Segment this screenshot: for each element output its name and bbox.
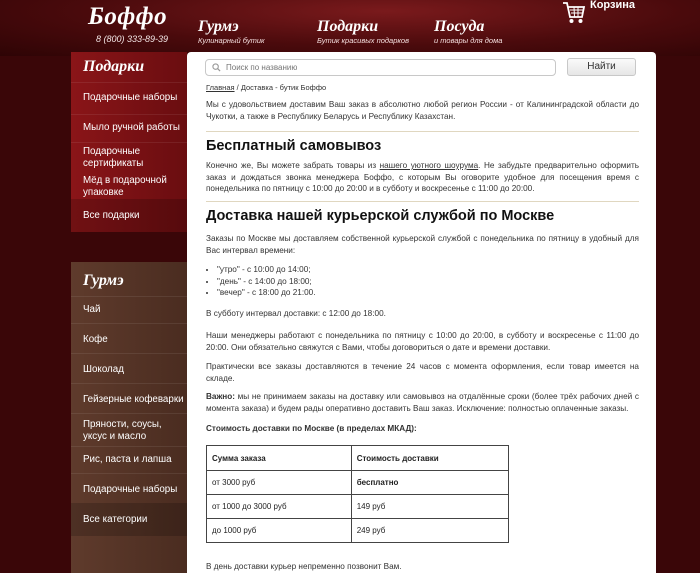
table-row (207, 471, 509, 495)
table-cell: до 1000 руб (207, 519, 352, 543)
table-row (207, 519, 509, 543)
divider (71, 114, 187, 115)
important-text (206, 391, 639, 414)
breadcrumb-home[interactable]: Главная (206, 83, 235, 92)
nav-gifts[interactable] (317, 19, 409, 45)
nav-gourmet-title[interactable]: Гурмэ (198, 18, 239, 35)
table-header: Стоимость доставки (351, 446, 508, 471)
sidebar-item-rice[interactable]: Рис, паста и лапша (83, 454, 172, 465)
sidebar-item-gift-sets[interactable]: Подарочные наборы (83, 92, 178, 103)
nav-tableware[interactable] (434, 19, 502, 45)
nav-gourmet-subtitle: Кулинарный бутик (198, 36, 265, 45)
courier-text: Заказы по Москве мы доставляем собственной курьерской службой с понедельника по пятницу в удобный для Вас интервал времени: (206, 234, 639, 255)
divider (71, 446, 187, 447)
list-item: • "день" - с 14:00 до 18:00; (217, 276, 316, 288)
site-header (0, 0, 700, 56)
divider (71, 353, 187, 354)
divider (71, 323, 187, 324)
search-box[interactable] (205, 59, 556, 76)
pickup-heading: Бесплатный самовывоз (206, 138, 382, 154)
breadcrumb-sep: / (236, 83, 241, 92)
sidebar-item-honey[interactable]: Мёд в подарочной упаковке (83, 175, 167, 198)
cart-icon[interactable] (562, 1, 586, 32)
table-cell: 249 руб (351, 519, 508, 543)
divider (71, 383, 187, 384)
table-header: Сумма заказа (207, 446, 352, 471)
search-button[interactable]: Найти (567, 58, 636, 76)
cost-heading: Стоимость доставки по Москве (в пределах МКАД): (206, 424, 417, 433)
nav-gifts-title[interactable]: Подарки (317, 18, 379, 35)
delivery-slots (217, 264, 316, 299)
sidebar-item-soap[interactable]: Мыло ручной работы (83, 122, 180, 133)
phone-number: 8 (800) 333-89-39 (96, 34, 169, 44)
nav-tableware-title[interactable]: Посуда (434, 18, 485, 35)
breadcrumb (206, 83, 326, 92)
search-input[interactable] (226, 63, 546, 72)
sidebar-item-coffee[interactable]: Кофе (83, 334, 108, 345)
sidebar-gourmet (71, 262, 187, 573)
pickup-text-part: . Не забудьте предварительно оформить заказ и дождаться звонка менеджера Боффо, с которым Вы оговорите удобное для посещения время с понедельника по пятницу с 10:00 до 20:00 и в субботу и воскресенье с 11:00 до 20:00. (206, 161, 639, 193)
divider (206, 201, 639, 202)
sidebar-item-all-gifts[interactable]: Все подарки (83, 210, 140, 221)
sidebar-item-all-categories[interactable]: Все категории (83, 514, 148, 525)
list-item: • "утро" - с 10:00 до 14:00; (217, 264, 316, 276)
sidebar-gifts (71, 52, 187, 232)
divider (71, 473, 187, 474)
nav-gourmet[interactable] (198, 19, 265, 45)
divider (71, 413, 187, 414)
important-body: мы не принимаем заказы на доставку или самовывоз на отдалённые сроки (более трёх рабочих дней с момента заказа) и будем рады оперативно доставить Ваш заказ. Исключение: полностью оплаченные заказы. (206, 392, 639, 413)
table-cell: 149 руб (351, 495, 508, 519)
table-header-row (207, 446, 509, 471)
divider (71, 142, 187, 143)
sidebar-item-certificates[interactable]: Подарочные сертификаты (83, 146, 144, 169)
divider (71, 82, 187, 83)
important-label: Важно: (206, 392, 235, 401)
cart-link[interactable]: Корзина (590, 0, 635, 11)
sidebar-item-geyser[interactable]: Гейзерные кофеварки (83, 394, 184, 405)
nav-tableware-subtitle: и товары для дома (434, 36, 503, 45)
saturday-text: В субботу интервал доставки: с 12:00 до 18:00. (206, 309, 386, 318)
sidebar-item-tea[interactable]: Чай (83, 304, 101, 315)
breadcrumb-current: Доставка - бутик Боффо (240, 83, 327, 92)
showroom-link[interactable]: нашего уютного шоурума (379, 161, 479, 170)
table-cell: от 3000 руб (207, 471, 352, 495)
sidebar-item-spices[interactable]: Пряности, соусы, уксус и масло (83, 419, 162, 442)
table-row (207, 495, 509, 519)
divider (71, 296, 187, 297)
sidebar-gifts-heading[interactable]: Подарки (83, 58, 145, 75)
site-logo[interactable]: Боффо (88, 3, 168, 30)
sidebar-item-gourmet-sets[interactable]: Подарочные наборы (83, 484, 178, 495)
pickup-text (206, 160, 639, 195)
pickup-text-part: Конечно же, Вы можете забрать товары из (206, 161, 380, 170)
search-icon (212, 63, 221, 72)
courier-heading: Доставка нашей курьерской службой по Москве (206, 208, 555, 224)
managers-text: Наши менеджеры работают с понедельника по пятницу с 10:00 до 20:00, в субботу и воскресенье с 11:00 до 20:00. Они обязательно свяжутся с Вами, чтобы договориться о дате и времени доставки. (206, 331, 639, 352)
sidebar-gourmet-heading[interactable]: Гурмэ (83, 272, 124, 289)
delivery-cost-table (206, 445, 509, 543)
nav-gifts-subtitle: Бутик красивых подарков (317, 36, 409, 45)
practical-text: Практически все заказы доставляются в течение 24 часов с момента оформления, если товар имеется на складе. (206, 362, 639, 383)
list-item: • "вечер" - с 18:00 до 21:00. (217, 287, 316, 299)
table-cell: бесплатно (351, 471, 508, 495)
table-cell: от 1000 до 3000 руб (207, 495, 352, 519)
intro-text: Мы с удовольствием доставим Ваш заказ в абсолютно любой регион России - от Калининградской области до Чукотки, а также в Республику Беларусь и Республику Казахстан. (206, 100, 639, 121)
main-content (187, 52, 656, 573)
courier-call-note: В день доставки курьер непременно позвонит Вам. (206, 562, 402, 571)
sidebar-item-chocolate[interactable]: Шоколад (83, 364, 124, 375)
divider (206, 131, 639, 132)
